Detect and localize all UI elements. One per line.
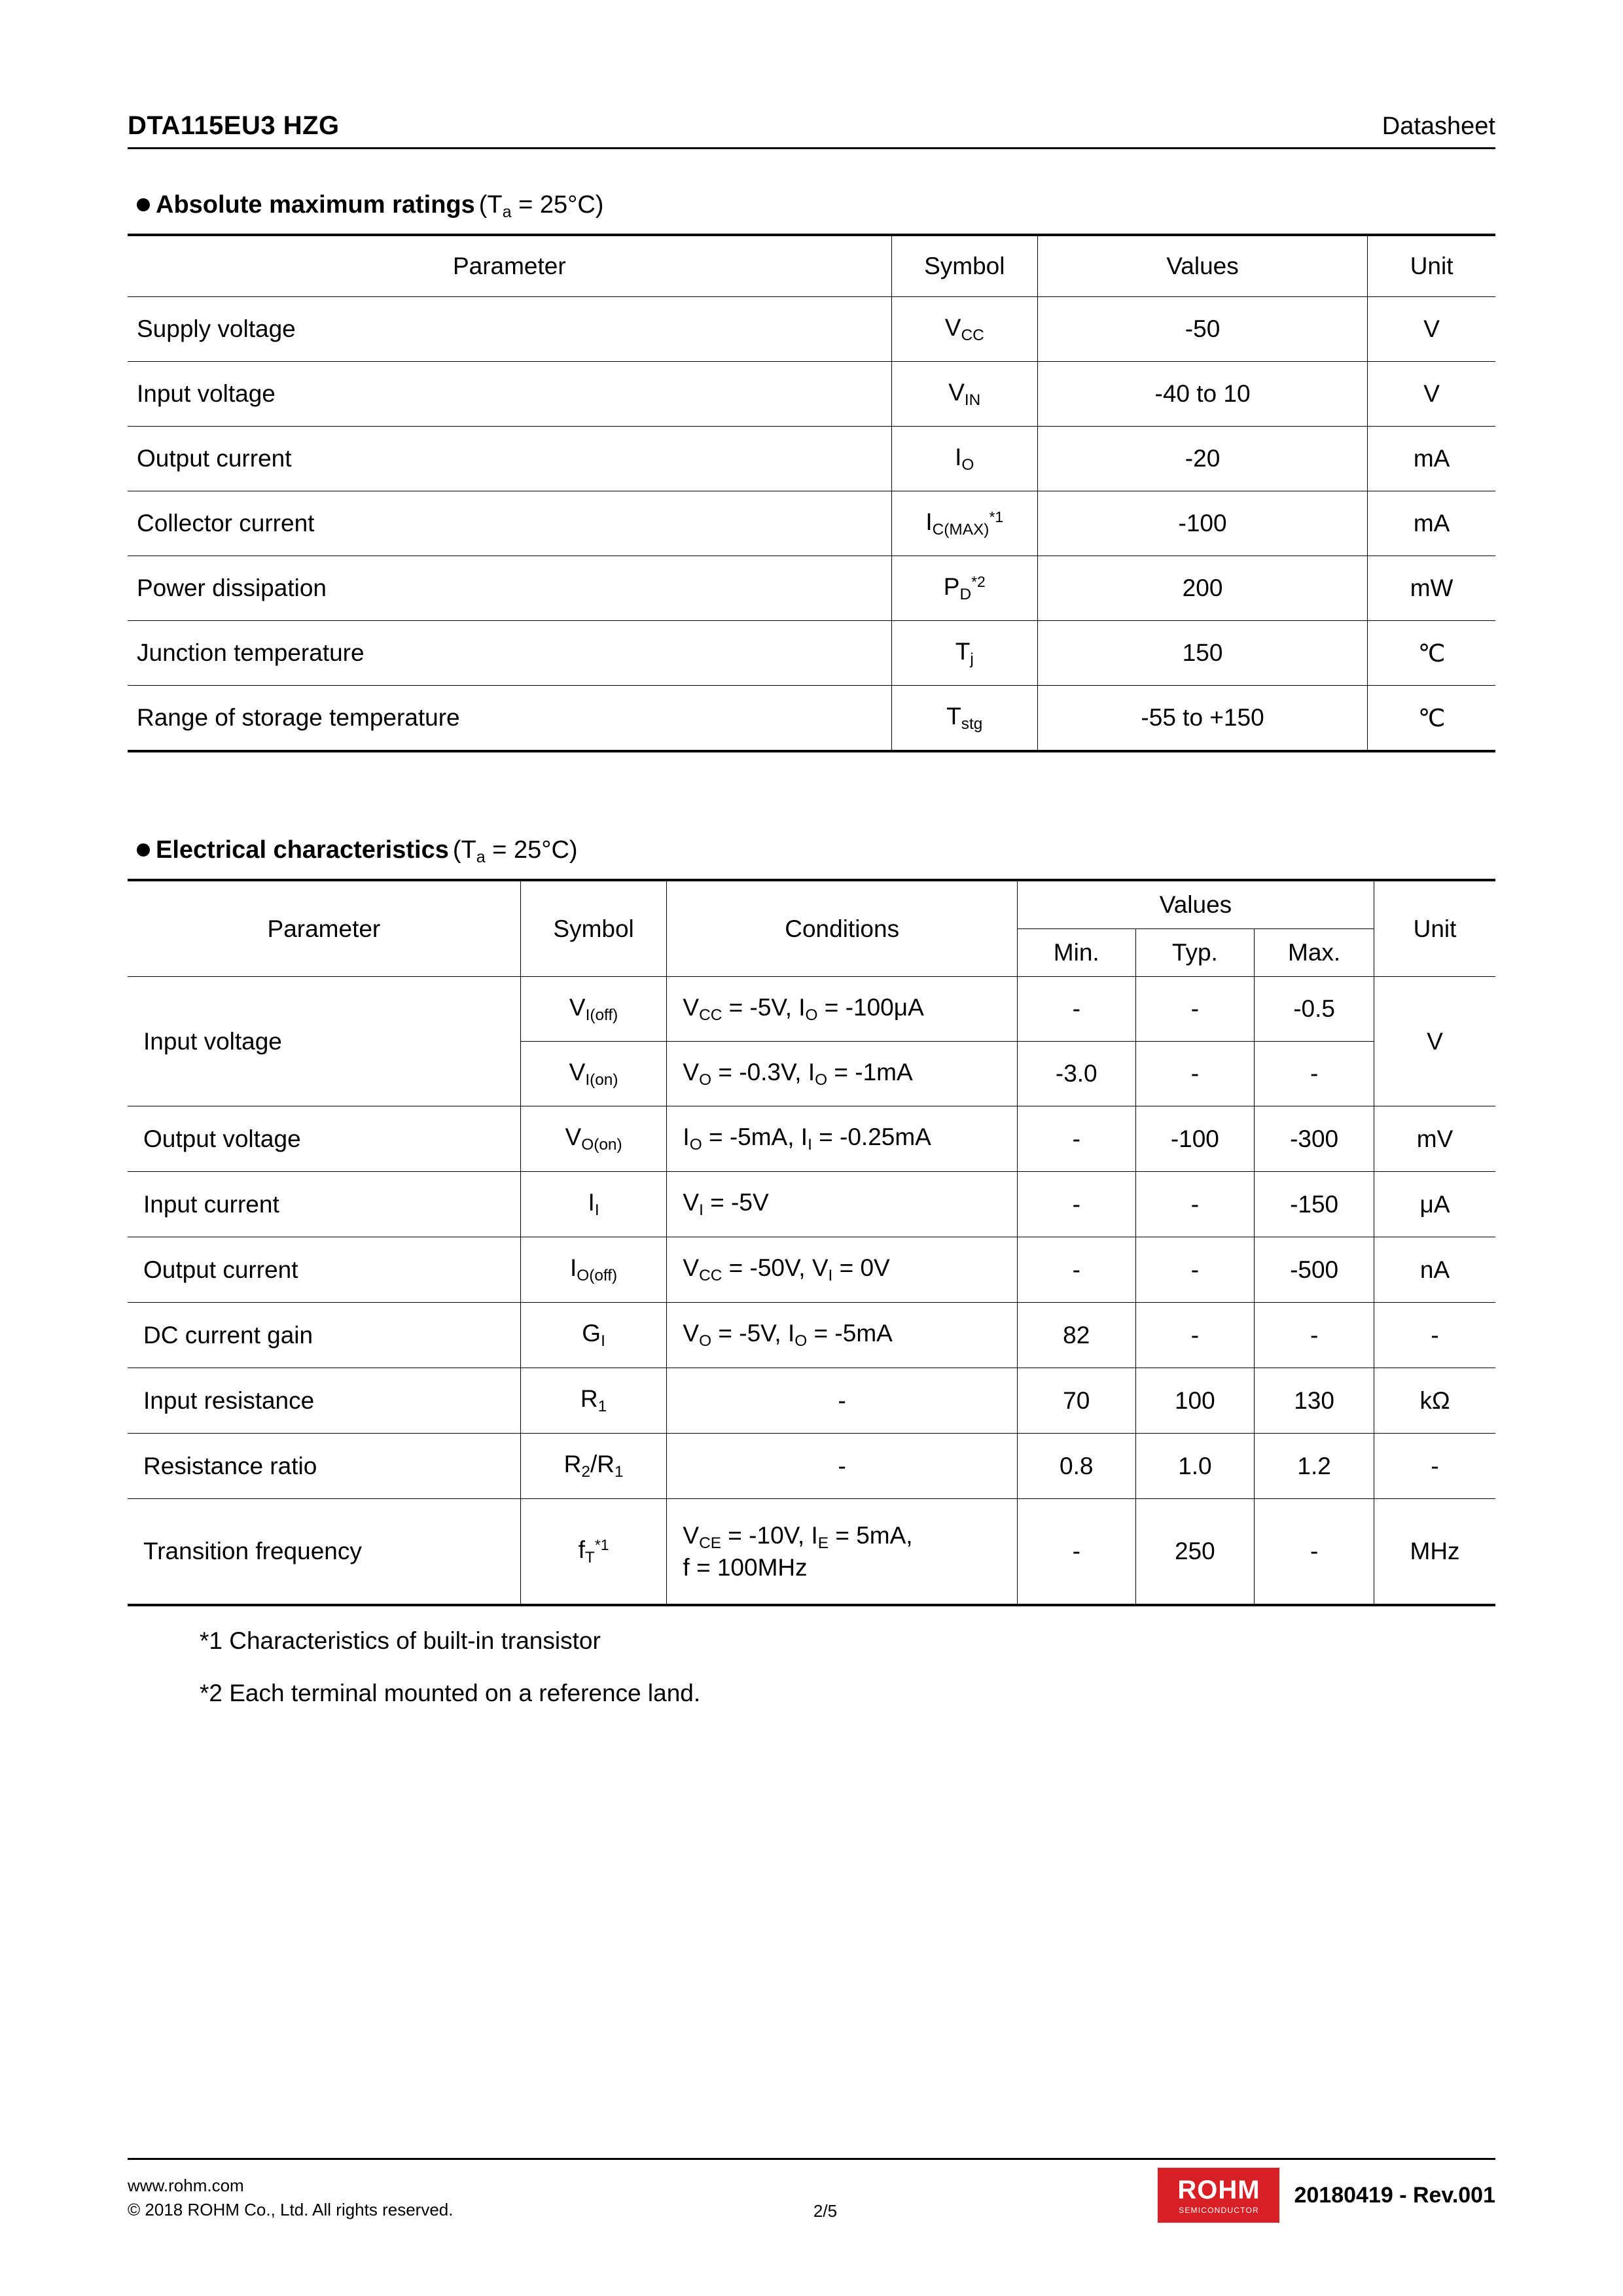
bullet-icon (137, 843, 150, 857)
cell-conditions: $V_I = -5V$ (667, 1172, 1018, 1237)
table-row (128, 491, 1495, 556)
cell-min: - (1017, 1499, 1135, 1606)
page-header (128, 111, 1495, 149)
cell-unit: V (1374, 977, 1495, 1106)
footnote-1: *1 Characteristics of built-in transistor (200, 1627, 601, 1655)
cell-unit: ℃ (1368, 686, 1495, 752)
cell-typ: - (1135, 977, 1255, 1042)
cell-unit: - (1374, 1303, 1495, 1368)
cell-typ: 100 (1135, 1368, 1255, 1434)
cell-parameter: Output current (128, 427, 891, 491)
cell-unit: mV (1374, 1106, 1495, 1172)
cell-symbol: $R_1$ (520, 1368, 667, 1434)
cell-value: -100 (1037, 491, 1367, 556)
cell-conditions: $V_{CC} = -5V$, $I_O = -100\mu A$ (667, 977, 1018, 1042)
cell-max: -300 (1255, 1106, 1374, 1172)
cell-typ: 1.0 (1135, 1434, 1255, 1499)
cell-max: -500 (1255, 1237, 1374, 1303)
column-header-typ: Typ. (1135, 929, 1255, 977)
cell-value: -55 to +150 (1037, 686, 1367, 752)
table-header-row (128, 235, 1495, 297)
cell-max: - (1255, 1042, 1374, 1106)
cell-unit: - (1374, 1434, 1495, 1499)
column-header-unit: Unit (1374, 880, 1495, 977)
cell-value: -50 (1037, 297, 1367, 362)
table-absolute-maximum-ratings (128, 234, 1495, 752)
cell-symbol: $f_T^{*1}$ (520, 1499, 667, 1606)
column-header-values: Values (1037, 235, 1367, 297)
column-header-symbol: Symbol (891, 235, 1037, 297)
cell-min: - (1017, 977, 1135, 1042)
cell-typ: -100 (1135, 1106, 1255, 1172)
table-row (128, 297, 1495, 362)
table-row (128, 621, 1495, 686)
cell-parameter: Range of storage temperature (128, 686, 891, 752)
cell-max: 1.2 (1255, 1434, 1374, 1499)
cell-conditions: $V_O = -5V$, $I_O = -5mA$ (667, 1303, 1018, 1368)
cell-max: 130 (1255, 1368, 1374, 1434)
cell-value: 150 (1037, 621, 1367, 686)
footer-website[interactable]: www.rohm.com (128, 2175, 244, 2195)
table-row (128, 427, 1495, 491)
rohm-logo (1158, 2168, 1279, 2223)
cell-symbol: $R_2/R_1$ (520, 1434, 667, 1499)
cell-symbol: $V_{CC}$ (891, 297, 1037, 362)
cell-symbol: $I_{O(off)}$ (520, 1237, 667, 1303)
cell-min: 70 (1017, 1368, 1135, 1434)
cell-parameter: Input current (128, 1172, 520, 1237)
cell-parameter: Resistance ratio (128, 1434, 520, 1499)
table-row (128, 1172, 1495, 1237)
cell-max: -150 (1255, 1172, 1374, 1237)
section-title-absolute-maximum-ratings (137, 191, 1495, 222)
cell-parameter: Input resistance (128, 1368, 520, 1434)
cell-symbol: $I_O$ (891, 427, 1037, 491)
cell-max: -0.5 (1255, 977, 1374, 1042)
cell-min: - (1017, 1172, 1135, 1237)
cell-max: - (1255, 1499, 1374, 1606)
cell-symbol: $I_{C(MAX)}^{*1}$ (891, 491, 1037, 556)
cell-conditions: - (667, 1434, 1018, 1499)
cell-parameter: Output voltage (128, 1106, 520, 1172)
cell-min: - (1017, 1106, 1135, 1172)
column-header-min: Min. (1017, 929, 1135, 977)
cell-min: -3.0 (1017, 1042, 1135, 1106)
cell-conditions: - (667, 1368, 1018, 1434)
cell-parameter: Transition frequency (128, 1499, 520, 1606)
cell-typ: - (1135, 1172, 1255, 1237)
table-header-row (128, 880, 1495, 929)
cell-symbol: $V_{IN}$ (891, 362, 1037, 427)
cell-parameter: DC current gain (128, 1303, 520, 1368)
column-header-symbol: Symbol (520, 880, 667, 977)
column-header-values: Values (1017, 880, 1374, 929)
table-row (128, 1434, 1495, 1499)
cell-value: -40 to 10 (1037, 362, 1367, 427)
footnote-2: *2 Each terminal mounted on a reference land. (200, 1680, 701, 1707)
footer-copyright: © 2018 ROHM Co., Ltd. All rights reserved. (128, 2200, 454, 2220)
cell-min: - (1017, 1237, 1135, 1303)
cell-parameter: Collector current (128, 491, 891, 556)
cell-unit: μA (1374, 1172, 1495, 1237)
part-number: DTA115EU3 HZG (128, 111, 340, 140)
cell-symbol: $P_D^{*2}$ (891, 556, 1037, 621)
cell-symbol: $T_{stg}$ (891, 686, 1037, 752)
table-row (128, 1106, 1495, 1172)
cell-parameter: Junction temperature (128, 621, 891, 686)
cell-typ: 250 (1135, 1499, 1255, 1606)
page-number: 2/5 (813, 2201, 838, 2221)
cell-parameter: Power dissipation (128, 556, 891, 621)
cell-symbol: $T_j$ (891, 621, 1037, 686)
cell-value: -20 (1037, 427, 1367, 491)
cell-typ: - (1135, 1042, 1255, 1106)
bullet-icon (137, 198, 150, 211)
cell-symbol: $V_{O(on)}$ (520, 1106, 667, 1172)
cell-symbol: $V_{I(off)}$ (520, 977, 667, 1042)
elec-condition: $(T_a = 25^\circ C)$ (452, 836, 578, 867)
cell-parameter: Output current (128, 1237, 520, 1303)
table-row (128, 1499, 1495, 1606)
revision-label: 20180419 - Rev.001 (1294, 2182, 1495, 2208)
cell-unit: nA (1374, 1237, 1495, 1303)
table-row (128, 686, 1495, 752)
cell-unit: ℃ (1368, 621, 1495, 686)
cell-conditions: $I_O = -5mA$, $I_I = -0.25mA$ (667, 1106, 1018, 1172)
cell-unit: mW (1368, 556, 1495, 621)
table-row (128, 556, 1495, 621)
rohm-logo-text: ROHM (1177, 2175, 1260, 2204)
table-electrical-characteristics (128, 879, 1495, 1606)
cell-symbol: $I_I$ (520, 1172, 667, 1237)
cell-typ: - (1135, 1237, 1255, 1303)
table-row (128, 1368, 1495, 1434)
column-header-max: Max. (1255, 929, 1374, 977)
cell-conditions: $V_{CE} = -10V$, $I_E = 5mA$, f = 100MHz (667, 1499, 1018, 1606)
cell-typ: - (1135, 1303, 1255, 1368)
cell-symbol: $V_{I(on)}$ (520, 1042, 667, 1106)
section-title-electrical-characteristics (137, 836, 1495, 867)
column-header-unit: Unit (1368, 235, 1495, 297)
column-header-conditions: Conditions (667, 880, 1018, 977)
rohm-logo-subtext: SEMICONDUCTOR (1179, 2205, 1259, 2215)
cell-conditions: $V_O = -0.3V$, $I_O = -1mA$ (667, 1042, 1018, 1106)
table-row (128, 1303, 1495, 1368)
table-row (128, 977, 1495, 1042)
column-header-parameter: Parameter (128, 235, 891, 297)
cell-min: 0.8 (1017, 1434, 1135, 1499)
cell-parameter: Supply voltage (128, 297, 891, 362)
cell-max: - (1255, 1303, 1374, 1368)
table-row (128, 1237, 1495, 1303)
cell-symbol: $G_I$ (520, 1303, 667, 1368)
cell-unit: V (1368, 362, 1495, 427)
cell-unit: MHz (1374, 1499, 1495, 1606)
footnotes (200, 1627, 1495, 1707)
table-row (128, 362, 1495, 427)
elec-title: Electrical characteristics (156, 836, 449, 864)
cell-unit: kΩ (1374, 1368, 1495, 1434)
column-header-parameter: Parameter (128, 880, 520, 977)
page-footer (128, 2158, 1495, 2223)
cell-parameter: Input voltage (128, 977, 520, 1106)
cell-conditions: $V_{CC} = -50V$, $V_I = 0V$ (667, 1237, 1018, 1303)
cell-unit: V (1368, 297, 1495, 362)
cell-value: 200 (1037, 556, 1367, 621)
abs-max-title: Absolute maximum ratings (156, 191, 475, 219)
document-type: Datasheet (1382, 113, 1495, 140)
cell-unit: mA (1368, 427, 1495, 491)
cell-min: 82 (1017, 1303, 1135, 1368)
cell-unit: mA (1368, 491, 1495, 556)
abs-max-condition: $(T_a = 25^\circ C)$ (478, 191, 604, 222)
cell-parameter: Input voltage (128, 362, 891, 427)
